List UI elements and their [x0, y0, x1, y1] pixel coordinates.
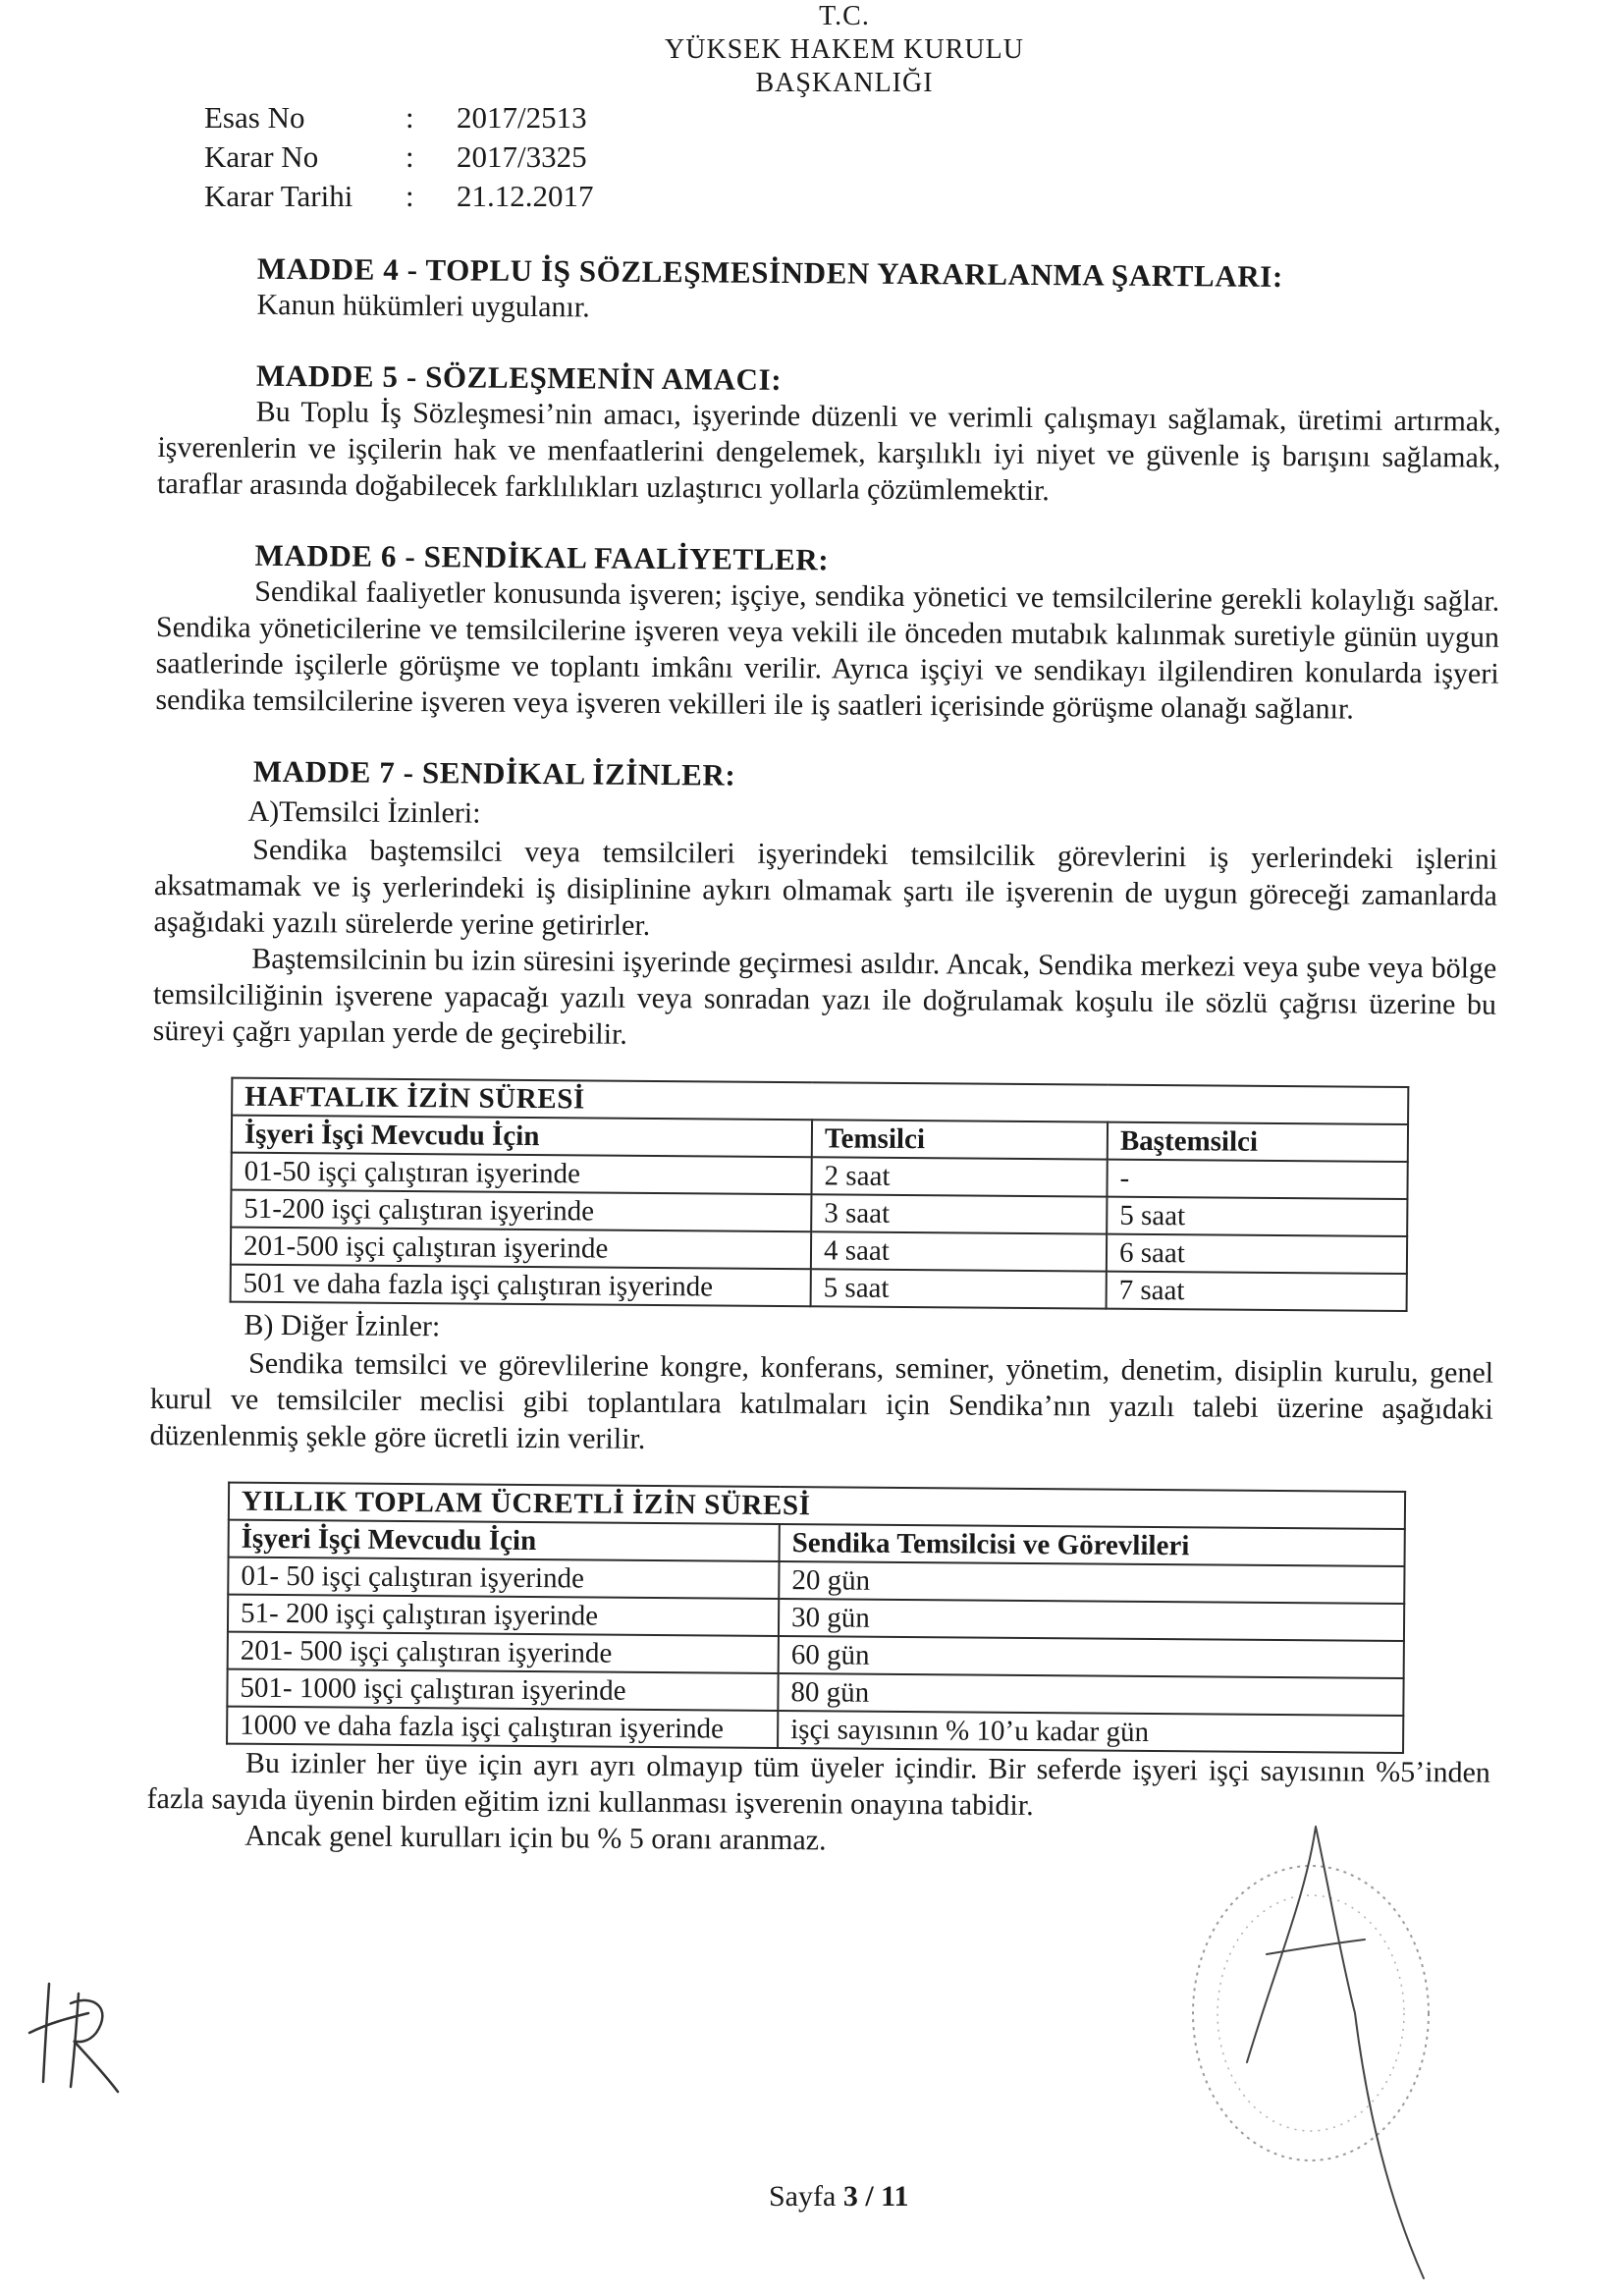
page-footer: [769, 2180, 909, 2214]
table-cell: 4 saat: [811, 1231, 1107, 1271]
madde-5-title: MADDE 5 - SÖZLEŞMENİN AMACI:: [255, 357, 783, 397]
table-cell: 501 ve daha fazla işçi çalıştıran işyerinde: [231, 1265, 811, 1307]
madde-7-paragraph-4: Bu izinler her üye için ayrı ayrı olmayıp tüm üyeler içindir. Bir seferde işyeri işçi sayısının %5’inden fazla sayıda üyenin birden eğitim izni kullanması işverenin onayına tabidir.: [146, 1746, 1490, 1823]
table-cell: işçi sayısının % 10’u kadar gün: [778, 1711, 1403, 1753]
madde-7-paragraph-2: Baştemsilcinin bu izin süresini işyerinde geçirmesi asıldır. Ancak, Sendika merkezi veya şube veya bölge temsilciliğinin işverene yapacağı yazılı veya sonradan yazı ile doğrulamak koşulu ile sözlü çağrısı üzerine bu süreyi çağrı yapılan yerde de geçirebilir.: [152, 942, 1497, 1051]
meta-row-karar: [204, 137, 653, 177]
table-header-cell: İşyeri İşçi Mevcudu İçin: [232, 1116, 812, 1158]
table-cell: 80 gün: [778, 1673, 1403, 1716]
table-header-cell: Temsilci: [812, 1120, 1108, 1159]
official-stamp-and-signature: [1129, 1817, 1453, 2288]
annual-leave-table: [226, 1482, 1406, 1754]
meta-label: Karar No: [204, 139, 319, 174]
meta-label: Esas No: [204, 100, 305, 135]
table-cell: 1000 ve daha fazla işçi çalıştıran işyerinde: [227, 1707, 778, 1748]
meta-colon: :: [406, 100, 414, 135]
table-header-cell: Sendika Temsilcisi ve Görevlileri: [780, 1524, 1405, 1566]
madde-5-text: Bu Toplu İş Sözleşmesi’nin amacı, işyerinde düzenli ve verimli çalışmayı sağlamak, üretimi artırmak, işverenlerin ve işçilerin hak ve menfaatlerini dengelemek, karşılıklı iyi niyet ve güvenle iş barışını sağlamak, taraflar arasında doğabilecek farklılıkları uzlaştırıcı yollarla çözümlemektir.: [157, 395, 1501, 508]
document-body: [146, 250, 1502, 1864]
madde-7-paragraph-1: Sendika baştemsilci veya temsilcileri işyerindeki temsilcilik görevlerini iş yerlerindeki işlerini aksatmamak ve iş yerlerindeki iş disiplinine aykırı olmamak şartı ile işverenin de uygun göreceği zamanlarda aşağıdaki yazılı sürelerde yerine getirirler.: [153, 833, 1498, 942]
madde-6: [155, 537, 1499, 729]
meta-label: Karar Tarihi: [204, 179, 353, 213]
madde-7-paragraph-3: Sendika temsilci ve görevlilerine kongre, konferans, seminer, yönetim, denetim, disiplin kurulu, genel kurul ve temsilciler meclisi gibi toplantılara katılmaları için Sendika’nın yazılı talebi üzerine aşağıdaki düzenlenmiş şekle göre ücretli izin verilir.: [149, 1346, 1494, 1455]
page-number: 3 / 11: [842, 2180, 909, 2213]
header-line-tc: T.C.: [819, 1, 870, 31]
table-cell: 60 gün: [779, 1636, 1404, 1678]
table-cell: -: [1107, 1160, 1407, 1199]
table-cell: 3 saat: [811, 1194, 1107, 1233]
header-line-institution: YÜKSEK HAKEM KURULU: [665, 34, 1024, 65]
annual-leave-table-title: YILLIK TOPLAM ÜCRETLİ İZİN SÜRESİ: [229, 1483, 1405, 1529]
header-line-presidency: BAŞKANLIĞI: [755, 68, 934, 98]
table-header-cell: Baştemsilci: [1108, 1122, 1408, 1162]
temsilci-izinleri-heading: A)Temsilci İzinleri:: [247, 794, 481, 830]
madde-4: [158, 250, 1502, 333]
handwritten-initials-signature: [20, 1964, 128, 2102]
madde-6-text: Sendikal faaliyetler konusunda işveren; işçiye, sendika yönetici ve temsilcilerine gerekli kolaylığı sağlar. Sendika yöneticilerine ve temsilcilerine işveren veya vekili ile önceden mutabık kalınmak suretiyle günün uygun saatlerinde işçilerle görüşme ve toplantı imkânı verilir. Ayrıca işçiyi ve sendikayı ilgilendiren konularda işyeri sendika temsilcilerine işveren veya işveren vekilleri ile iş saatleri içerisinde görüşme olanağı sağlanır.: [155, 574, 1500, 726]
madde-7: [146, 753, 1498, 1864]
table-cell: 51-200 işçi çalıştıran işyerinde: [231, 1190, 811, 1232]
table-cell: 51- 200 işçi çalıştıran işyerinde: [228, 1595, 779, 1636]
meta-colon: :: [406, 139, 414, 174]
table-cell: 5 saat: [811, 1269, 1107, 1308]
table-cell: 5 saat: [1107, 1197, 1407, 1236]
madde-4-text: Kanun hükümleri uygulanır.: [256, 288, 590, 324]
madde-7-paragraph-5: Ancak genel kurulları için bu % 5 oranı aranmaz.: [244, 1819, 827, 1857]
madde-4-title: MADDE 4 - TOPLU İŞ SÖZLEŞMESİNDEN YARARLANMA ŞARTLARI:: [256, 250, 1283, 294]
table-cell: 201- 500 işçi çalıştıran işyerinde: [228, 1632, 779, 1673]
table-cell: 01-50 işçi çalıştıran işyerinde: [231, 1153, 811, 1195]
table-cell: 20 gün: [779, 1561, 1404, 1604]
madde-6-title: MADDE 6 - SENDİKAL FAALİYETLER:: [254, 537, 830, 577]
meta-value: 2017/3325: [457, 139, 587, 174]
weekly-leave-table-title: HAFTALIK İZİN SÜRESİ: [232, 1078, 1408, 1124]
table-cell: 2 saat: [811, 1157, 1107, 1196]
meta-value: 21.12.2017: [457, 179, 594, 213]
meta-row-tarih: [204, 177, 653, 216]
page-label: Sayfa: [769, 2180, 837, 2213]
table-cell: 201-500 işçi çalıştıran işyerinde: [231, 1228, 811, 1270]
table-header-cell: İşyeri İşçi Mevcudu İçin: [229, 1520, 780, 1561]
table-cell: 7 saat: [1107, 1272, 1407, 1311]
meta-value: 2017/2513: [457, 100, 587, 135]
case-meta: [204, 98, 653, 216]
table-cell: 30 gün: [779, 1599, 1404, 1641]
table-cell: 6 saat: [1107, 1234, 1407, 1274]
madde-5: [157, 357, 1501, 513]
madde-7-title: MADDE 7 - SENDİKAL İZİNLER:: [252, 753, 736, 793]
weekly-leave-table: [230, 1077, 1410, 1312]
table-cell: 501- 1000 işçi çalıştıran işyerinde: [227, 1669, 778, 1711]
institution-header: [589, 0, 1100, 100]
meta-colon: :: [406, 179, 414, 213]
diger-izinler-heading: B) Diğer İzinler:: [243, 1308, 441, 1343]
table-row: [231, 1265, 1407, 1311]
meta-row-esas: [204, 98, 653, 137]
table-cell: 01- 50 işçi çalıştıran işyerinde: [228, 1558, 779, 1599]
